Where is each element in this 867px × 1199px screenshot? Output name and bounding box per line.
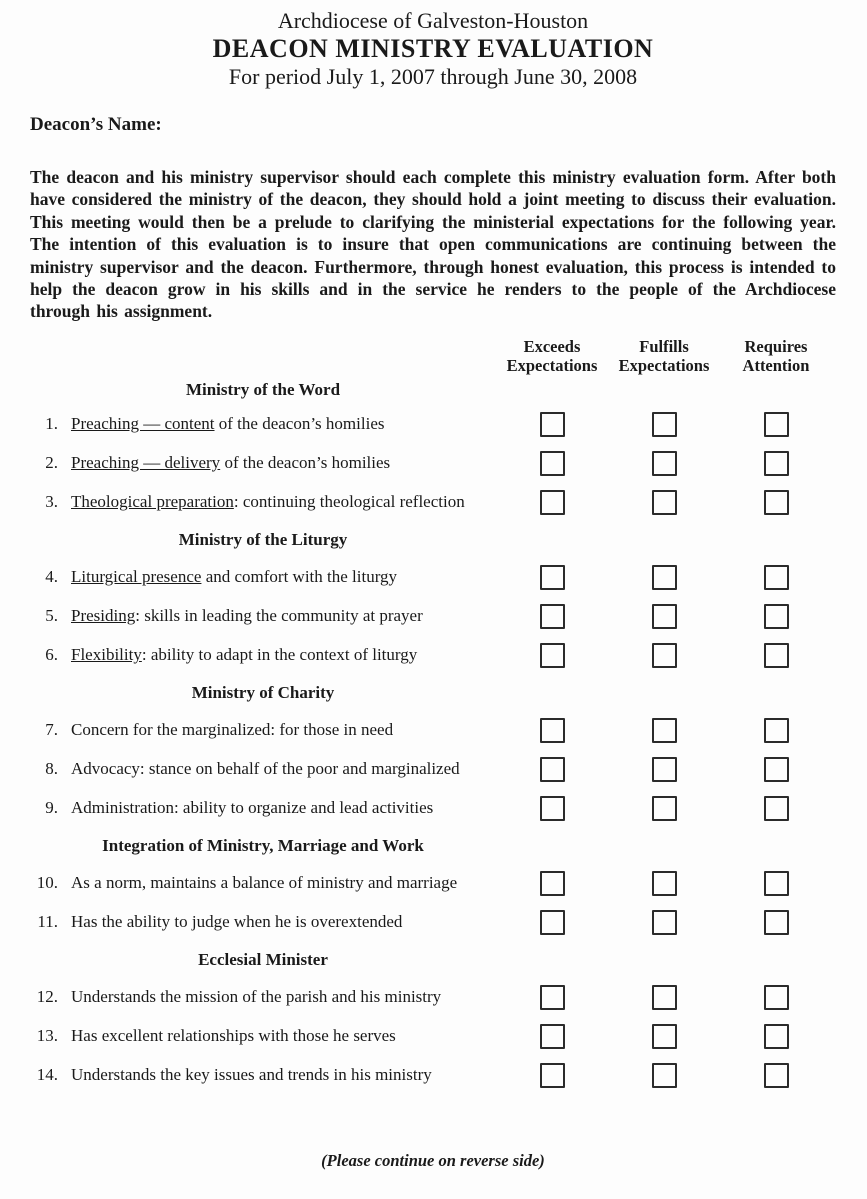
checkbox-item6-requires[interactable] (764, 643, 789, 668)
checkbox-item11-requires[interactable] (764, 910, 789, 935)
checkbox-cell (496, 796, 608, 821)
item-row (30, 789, 836, 828)
rows-container (30, 375, 836, 1095)
checkbox-item12-exceeds[interactable] (540, 985, 565, 1010)
checkbox-cell (720, 1063, 832, 1088)
deacon-name-row (30, 114, 836, 136)
checkbox-item9-requires[interactable] (764, 796, 789, 821)
checkbox-item8-exceeds[interactable] (540, 757, 565, 782)
item-label (30, 759, 496, 779)
checkbox-item13-fulfills[interactable] (652, 1024, 677, 1049)
checkbox-item14-exceeds[interactable] (540, 1063, 565, 1088)
item-label (30, 720, 496, 740)
organization-name: Archdiocese of Galveston-Houston (277, 8, 589, 33)
item-label (30, 1026, 496, 1046)
checkbox-item9-exceeds[interactable] (540, 796, 565, 821)
checkbox-item3-fulfills[interactable] (652, 490, 677, 515)
item-label (30, 987, 496, 1007)
item-lead-underlined: Preaching — content (71, 414, 215, 434)
item-label (30, 453, 496, 473)
item-text: Concern for the marginalized: for those in need (71, 720, 394, 740)
section-heading-row (30, 828, 836, 864)
checkbox-item4-exceeds[interactable] (540, 565, 565, 590)
item-text: Administration: ability to organize and lead activities (71, 798, 434, 818)
item-number: 3. (45, 492, 58, 512)
item-row (30, 636, 836, 675)
item-row (30, 444, 836, 483)
item-number: 2. (45, 453, 58, 473)
checkbox-cell (720, 985, 832, 1010)
item-row (30, 1056, 836, 1095)
checkbox-cell (720, 565, 832, 590)
checkbox-item7-exceeds[interactable] (540, 718, 565, 743)
checkbox-cell (496, 604, 608, 629)
item-label (30, 798, 496, 818)
column-header-fulfills: Fulfills Expectations (618, 336, 710, 375)
item-lead-underlined: Flexibility (71, 645, 142, 665)
item-number: 13. (36, 1026, 58, 1046)
item-row (30, 597, 836, 636)
item-number: 5. (45, 606, 58, 626)
checkbox-cell (496, 412, 608, 437)
item-number: 4. (45, 567, 58, 587)
checkbox-cell (608, 451, 720, 476)
checkbox-item6-exceeds[interactable] (540, 643, 565, 668)
checkbox-cell (608, 1063, 720, 1088)
item-row (30, 750, 836, 789)
item-text: Presiding: skills in leading the community at prayer (71, 606, 423, 626)
item-text: Advocacy: stance on behalf of the poor and marginalized (71, 759, 460, 779)
item-row (30, 483, 836, 522)
item-label (30, 492, 496, 512)
section-heading-row (30, 675, 836, 711)
checkbox-item5-fulfills[interactable] (652, 604, 677, 629)
checkbox-item4-fulfills[interactable] (652, 565, 677, 590)
item-row (30, 1017, 836, 1056)
checkbox-item11-exceeds[interactable] (540, 910, 565, 935)
checkbox-item12-fulfills[interactable] (652, 985, 677, 1010)
document-header (30, 8, 836, 90)
section-heading: Ministry of the Word (185, 379, 341, 399)
item-label (30, 606, 496, 626)
deacon-name-value[interactable] (166, 116, 466, 136)
item-row (30, 558, 836, 597)
checkbox-item1-fulfills[interactable] (652, 412, 677, 437)
checkbox-cell (608, 985, 720, 1010)
checkbox-item12-requires[interactable] (764, 985, 789, 1010)
checkbox-item1-exceeds[interactable] (540, 412, 565, 437)
checkbox-item2-fulfills[interactable] (652, 451, 677, 476)
item-row (30, 978, 836, 1017)
checkbox-item13-requires[interactable] (764, 1024, 789, 1049)
checkbox-cell (720, 910, 832, 935)
item-lead-underlined: Theological preparation (71, 492, 234, 512)
checkbox-item5-requires[interactable] (764, 604, 789, 629)
item-label (30, 414, 496, 434)
checkbox-cell (608, 412, 720, 437)
item-number: 6. (45, 645, 58, 665)
checkbox-item11-fulfills[interactable] (652, 910, 677, 935)
item-number: 12. (36, 987, 58, 1007)
checkbox-cell (608, 910, 720, 935)
checkbox-cell (720, 796, 832, 821)
checkbox-cell (608, 1024, 720, 1049)
section-heading: Ecclesial Minister (198, 949, 328, 969)
checkbox-cell (608, 604, 720, 629)
checkbox-cell (496, 1024, 608, 1049)
item-row (30, 903, 836, 942)
checkbox-item6-fulfills[interactable] (652, 643, 677, 668)
item-text: Has excellent relationships with those he serves (71, 1026, 396, 1046)
item-number: 11. (37, 912, 58, 932)
checkbox-cell (720, 1024, 832, 1049)
checkbox-cell (496, 910, 608, 935)
instructions-paragraph: The deacon and his ministry supervisor should each complete this ministry evaluation form. After both have considered the ministry of the deacon, they should hold a joint meeting to discuss their evaluation. This meeting would then be a prelude to clarifying the ministerial expectations for the following year. The intention of this evaluation is to insure that open communications are continuing between the ministry supervisor and the deacon. Furthermore, through honest evaluation, this process is intended to help the deacon grow in his skills and in the service he renders to the people of the Archdiocese through his assignment. (30, 167, 836, 322)
item-number: 7. (45, 720, 58, 740)
section-heading-row (30, 375, 836, 405)
item-label (30, 912, 496, 932)
checkbox-cell (496, 718, 608, 743)
checkbox-cell (608, 643, 720, 668)
checkbox-item7-fulfills[interactable] (652, 718, 677, 743)
checkbox-item3-requires[interactable] (764, 490, 789, 515)
section-heading: Ministry of the Liturgy (178, 529, 348, 549)
item-row (30, 711, 836, 750)
checkbox-cell (720, 643, 832, 668)
checkbox-cell (720, 412, 832, 437)
item-number: 14. (36, 1065, 58, 1085)
item-lead-underlined: Preaching — delivery (71, 453, 221, 473)
section-heading: Ministry of Charity (191, 682, 335, 702)
checkbox-item2-requires[interactable] (764, 451, 789, 476)
checkbox-cell (496, 451, 608, 476)
checkbox-cell (496, 490, 608, 515)
checkbox-item10-fulfills[interactable] (652, 871, 677, 896)
checkbox-cell (720, 871, 832, 896)
item-number: 1. (45, 414, 58, 434)
column-header-requires: Requires Attention (742, 336, 810, 375)
section-heading: Integration of Ministry, Marriage and Work (102, 835, 424, 855)
checkbox-item4-requires[interactable] (764, 565, 789, 590)
checkbox-cell (496, 985, 608, 1010)
checkbox-item5-exceeds[interactable] (540, 604, 565, 629)
checkbox-item10-requires[interactable] (764, 871, 789, 896)
checkbox-cell (496, 1063, 608, 1088)
item-number: 9. (45, 798, 58, 818)
checkbox-cell (720, 757, 832, 782)
checkbox-cell (608, 718, 720, 743)
checkbox-cell (496, 643, 608, 668)
checkbox-item9-fulfills[interactable] (652, 796, 677, 821)
item-label (30, 645, 496, 665)
checkbox-cell (608, 757, 720, 782)
section-heading-row (30, 942, 836, 978)
checkbox-cell (720, 490, 832, 515)
item-lead-underlined: Presiding (71, 606, 136, 626)
checkbox-cell (720, 718, 832, 743)
item-text: Flexibility: ability to adapt in the context of liturgy (71, 645, 418, 665)
checkbox-item2-exceeds[interactable] (540, 451, 565, 476)
checkbox-cell (608, 871, 720, 896)
section-heading-row (30, 522, 836, 558)
checkbox-item13-exceeds[interactable] (540, 1024, 565, 1049)
checkbox-item10-exceeds[interactable] (540, 871, 565, 896)
item-text: Understands the key issues and trends in his ministry (71, 1065, 432, 1085)
evaluation-table (30, 337, 836, 1095)
item-label (30, 873, 496, 893)
deacon-name-label: Deacon’s Name: (30, 114, 162, 135)
checkbox-cell (720, 604, 832, 629)
column-header-exceeds: Exceeds Expectations (506, 336, 598, 375)
item-number: 8. (45, 759, 58, 779)
document-title: DEACON MINISTRY EVALUATION (212, 34, 654, 63)
item-row (30, 864, 836, 903)
checkbox-cell (608, 565, 720, 590)
checkbox-cell (496, 871, 608, 896)
item-text: Preaching — content of the deacon’s homilies (71, 414, 385, 434)
item-lead-underlined: Liturgical presence (71, 567, 202, 587)
checkbox-cell (496, 757, 608, 782)
checkbox-item14-requires[interactable] (764, 1063, 789, 1088)
item-text: Liturgical presence and comfort with the liturgy (71, 567, 398, 587)
continue-note: (Please continue on reverse side) (321, 1150, 545, 1170)
evaluation-period: For period July 1, 2007 through June 30, 2008 (228, 64, 638, 89)
checkbox-item3-exceeds[interactable] (540, 490, 565, 515)
item-text: As a norm, maintains a balance of ministry and marriage (71, 873, 458, 893)
item-text: Has the ability to judge when he is overextended (71, 912, 403, 932)
checkbox-item1-requires[interactable] (764, 412, 789, 437)
item-label (30, 1065, 496, 1085)
checkbox-item14-fulfills[interactable] (652, 1063, 677, 1088)
checkbox-cell (608, 490, 720, 515)
item-text: Theological preparation: continuing theological reflection (71, 492, 465, 512)
checkbox-cell (720, 451, 832, 476)
item-row (30, 405, 836, 444)
checkbox-item7-requires[interactable] (764, 718, 789, 743)
checkbox-item8-fulfills[interactable] (652, 757, 677, 782)
item-number: 10. (36, 873, 58, 893)
checkbox-cell (496, 565, 608, 590)
column-headers-row (30, 337, 836, 375)
column-header-spacer (30, 337, 496, 375)
item-text: Preaching — delivery of the deacon’s homilies (71, 453, 391, 473)
checkbox-cell (608, 796, 720, 821)
item-text: Understands the mission of the parish and his ministry (71, 987, 442, 1007)
checkbox-item8-requires[interactable] (764, 757, 789, 782)
item-label (30, 567, 496, 587)
